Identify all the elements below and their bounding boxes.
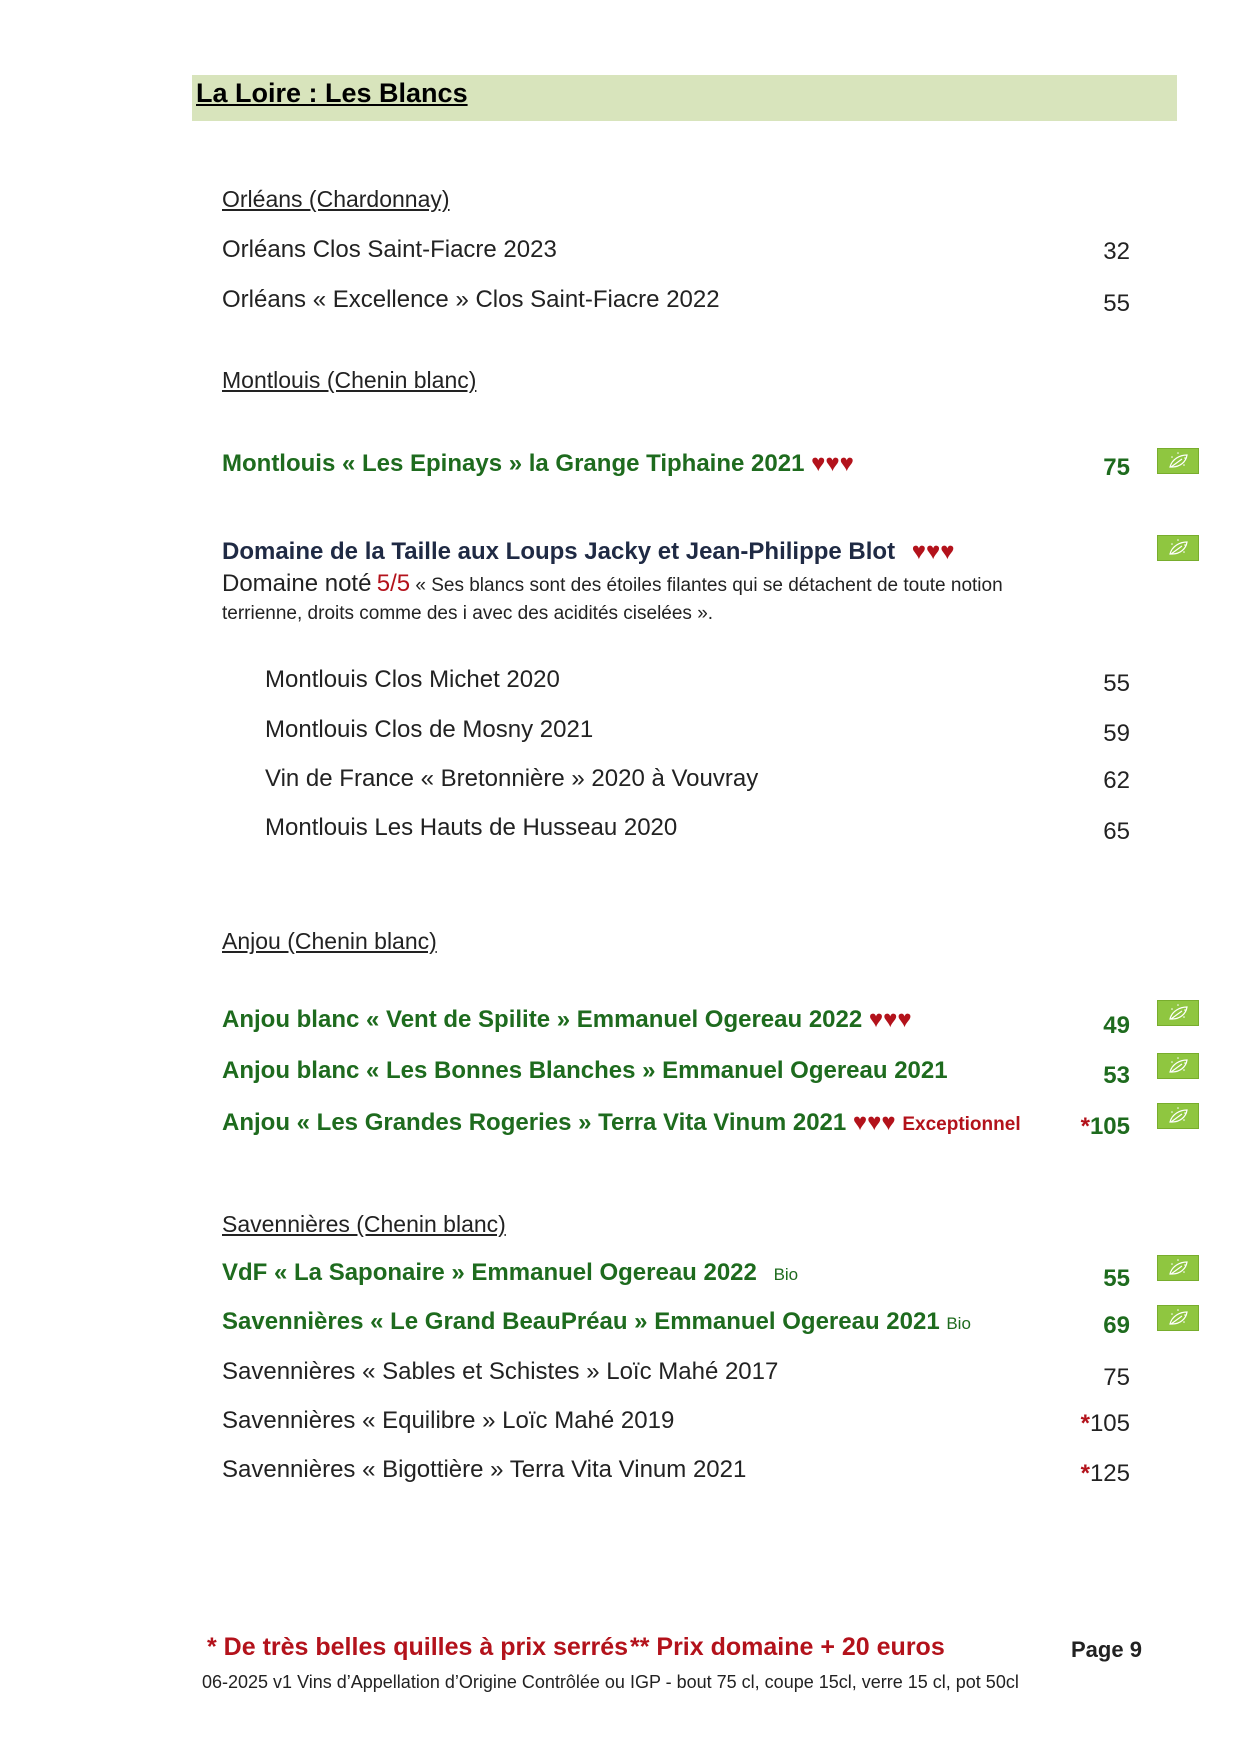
wine-row-anjou-1 (222, 1006, 912, 1034)
eu-organic-leaf-icon (1157, 448, 1199, 474)
rating-prefix: Domaine noté (222, 570, 372, 597)
wine-name: Savennières « Bigottière » Terra Vita Vinum 2021 (222, 1456, 747, 1483)
footnote-good-value: * De très belles quilles à prix serrés (207, 1633, 629, 1661)
domain-quote-line1: « Ses blancs sont des étoiles filantes qui se détachent de toute notion (415, 575, 1003, 596)
wine-price: 49 (1103, 1012, 1130, 1039)
wine-name: Montlouis Les Hauts de Husseau 2020 (265, 814, 678, 841)
wine-price (1040, 1460, 1130, 1488)
wine-row-sav-1 (222, 1259, 798, 1287)
wine-price: 75 (1103, 1364, 1130, 1391)
section-title-orleans: Orléans (Chardonnay) (222, 186, 450, 212)
price-value: 105 (1089, 1410, 1130, 1437)
price-value: 105 (1089, 1113, 1130, 1140)
section-title-montlouis: Montlouis (Chenin blanc) (222, 367, 477, 393)
wine-price: 75 (1103, 454, 1130, 481)
rating-value: 5/5 (376, 570, 411, 597)
page-number: Page 9 (1071, 1637, 1142, 1662)
star-marker: * (1080, 1113, 1090, 1140)
heart-icon: ♥♥♥ (911, 538, 955, 565)
footnote-domain-price: ** Prix domaine + 20 euros (630, 1633, 945, 1661)
wine-name: Savennières « Sables et Schistes » Loïc Mahé 2017 (222, 1358, 779, 1385)
wine-price: 59 (1103, 720, 1130, 747)
footer-legal-line: 06-2025 v1 Vins d’Appellation d’Origine Contrôlée ou IGP - bout 75 cl, coupe 15cl, verre 15 cl, pot 50cl (202, 1672, 1019, 1692)
wine-row-anjou-3 (222, 1109, 1021, 1137)
wine-name: Savennières « Equilibre » Loïc Mahé 2019 (222, 1407, 675, 1434)
wine-price (1040, 1410, 1130, 1438)
eu-organic-leaf-icon (1157, 535, 1199, 561)
wine-price: 55 (1103, 670, 1130, 697)
wine-name: VdF « La Saponaire » Emmanuel Ogereau 2022 (222, 1259, 757, 1286)
heart-icon: ♥♥♥ (852, 1109, 896, 1136)
wine-price: 62 (1103, 767, 1130, 794)
wine-name-featured (222, 450, 854, 478)
domain-title (222, 538, 955, 566)
wine-name: Orléans Clos Saint-Fiacre 2023 (222, 236, 557, 263)
section-title-anjou: Anjou (Chenin blanc) (222, 928, 437, 954)
wine-row-anjou-2 (222, 1057, 948, 1085)
wine-name: Vin de France « Bretonnière » 2020 à Vouvray (265, 765, 759, 792)
eu-organic-leaf-icon (1157, 1053, 1199, 1079)
eu-organic-leaf-icon (1157, 1103, 1199, 1129)
domain-quote-line2: terrienne, droits comme des i avec des acidités ciselées ». (222, 603, 714, 624)
bio-label: Bio (773, 1265, 799, 1284)
wine-name: Anjou blanc « Vent de Spilite » Emmanuel Ogereau 2022 (222, 1006, 863, 1033)
bio-label: Bio (946, 1314, 971, 1333)
exceptional-note: Exceptionnel (902, 1114, 1021, 1135)
eu-organic-leaf-icon (1157, 1255, 1199, 1281)
wine-name: Montlouis « Les Epinays » la Grange Tiphaine 2021 (222, 450, 805, 477)
price-value: 125 (1089, 1460, 1130, 1487)
wine-name: Orléans « Excellence » Clos Saint-Fiacre 2022 (222, 286, 720, 313)
wine-price: 69 (1103, 1312, 1130, 1339)
star-marker: * (1080, 1410, 1090, 1437)
heart-icon: ♥♥♥ (868, 1006, 912, 1033)
star-marker: * (1080, 1460, 1090, 1487)
domain-name: Domaine de la Taille aux Loups Jacky et Jean-Philippe Blot (222, 538, 896, 565)
eu-organic-leaf-icon (1157, 1305, 1199, 1331)
wine-price: 55 (1103, 290, 1130, 317)
wine-price (1040, 1113, 1130, 1141)
heart-icon: ♥♥♥ (811, 450, 854, 477)
wine-row-sav-2 (222, 1308, 971, 1336)
domain-description (222, 570, 1003, 598)
wine-price: 32 (1103, 238, 1130, 265)
wine-price: 53 (1103, 1062, 1130, 1089)
wine-name: Savennières « Le Grand BeauPréau » Emmanuel Ogereau 2021 (222, 1308, 940, 1335)
eu-organic-leaf-icon (1157, 1000, 1199, 1026)
wine-name: Anjou « Les Grandes Rogeries » Terra Vita Vinum 2021 (222, 1109, 847, 1136)
section-title-savennieres: Savennières (Chenin blanc) (222, 1211, 506, 1237)
wine-price: 55 (1103, 1265, 1130, 1292)
wine-name: Montlouis Clos Michet 2020 (265, 666, 560, 693)
page-title: La Loire : Les Blancs (196, 78, 468, 108)
wine-name: Anjou blanc « Les Bonnes Blanches » Emmanuel Ogereau 2021 (222, 1057, 948, 1084)
wine-price: 65 (1103, 818, 1130, 845)
wine-name: Montlouis Clos de Mosny 2021 (265, 716, 594, 743)
